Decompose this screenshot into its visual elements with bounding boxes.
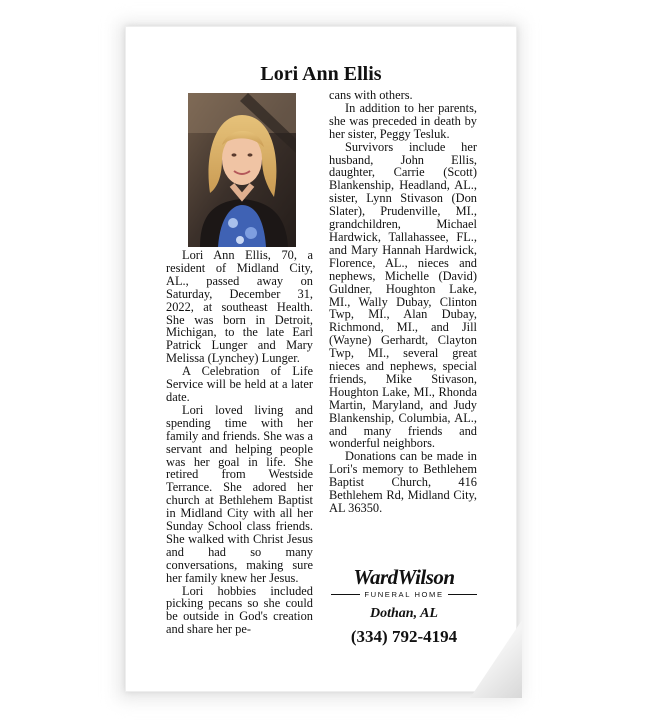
portrait-image <box>188 93 296 247</box>
portrait-photo <box>188 93 296 247</box>
paragraph: Donations can be made in Lori's memory to Bethlehem Baptist Church, 416 Bethlehem Rd, Midland City, AL 36350. <box>329 449 477 515</box>
paragraph: Survivors include her husband, John Ellis, daughter, Carrie (Scott) Blankenship, Headland, AL., sister, Lynn Stivason (Don Slater), Prudenville, MI., grandchildren, Michael Hardwick, Tallahassee, FL., and Mary Hannah Hardwick, Florence, AL., nieces and nephews, Michelle (David) Guldner, Houghton Lake, MI., Wally Dubay, Clinton Twp, MI., Alan Dubay, Richmond, MI., and Jill (Wayne) Gerhardt, Clayton Twp, MI., several great nieces and nephews, special friends, Mike Stivason, Houghton Lake, MI., Rhonda Martin, Maryland, and Judy Blankenship, Columbia, AL., and many friends and wonderful neighbors. <box>329 139 477 451</box>
paragraph: A Celebration of Life Service will be held at a later date. <box>166 364 313 404</box>
paragraph: cans with others. <box>329 88 413 102</box>
paragraph: Lori Ann Ellis, 70, a resident of Midland City, AL., passed away on Saturday, December 31, 2022, at southeast Health. She was born in Detroit, Michigan, to the late Earl Patrick Lunger and Mary Melissa (Lynchey) Lunger. <box>166 248 313 366</box>
paragraph: Lori loved living and spending time with her family and friends. She was a servant and helping people was her goal in life. She retired from Westside Terrance. She adored her church at Bethlehem Baptist in Midland City with all her Sunday School class friends. She walked with Christ Jesus and had so many conversations, making sure her family knew her Jesus. <box>166 402 313 585</box>
paragraph: Lori hobbies included picking pecans so she could be outside in God's creation and share her pe- <box>166 583 313 637</box>
divider <box>331 594 360 595</box>
funeral-home-logo <box>331 565 477 647</box>
funeral-home-subtitle-row <box>331 590 477 599</box>
obituary-clipping <box>125 26 517 692</box>
paragraph: In addition to her parents, she was preceded in death by her sister, Peggy Tesluk. <box>329 100 477 141</box>
funeral-home-subtitle: FUNERAL HOME <box>364 590 444 599</box>
funeral-home-phone: (334) 792-4194 <box>350 627 458 646</box>
text-column-right <box>329 89 477 515</box>
funeral-home-name: WardWilson <box>353 565 455 589</box>
obituary-title: Lori Ann Ellis <box>260 63 382 85</box>
divider <box>448 594 477 595</box>
funeral-home-city: Dothan, AL <box>370 606 438 621</box>
text-column-left <box>166 249 313 636</box>
